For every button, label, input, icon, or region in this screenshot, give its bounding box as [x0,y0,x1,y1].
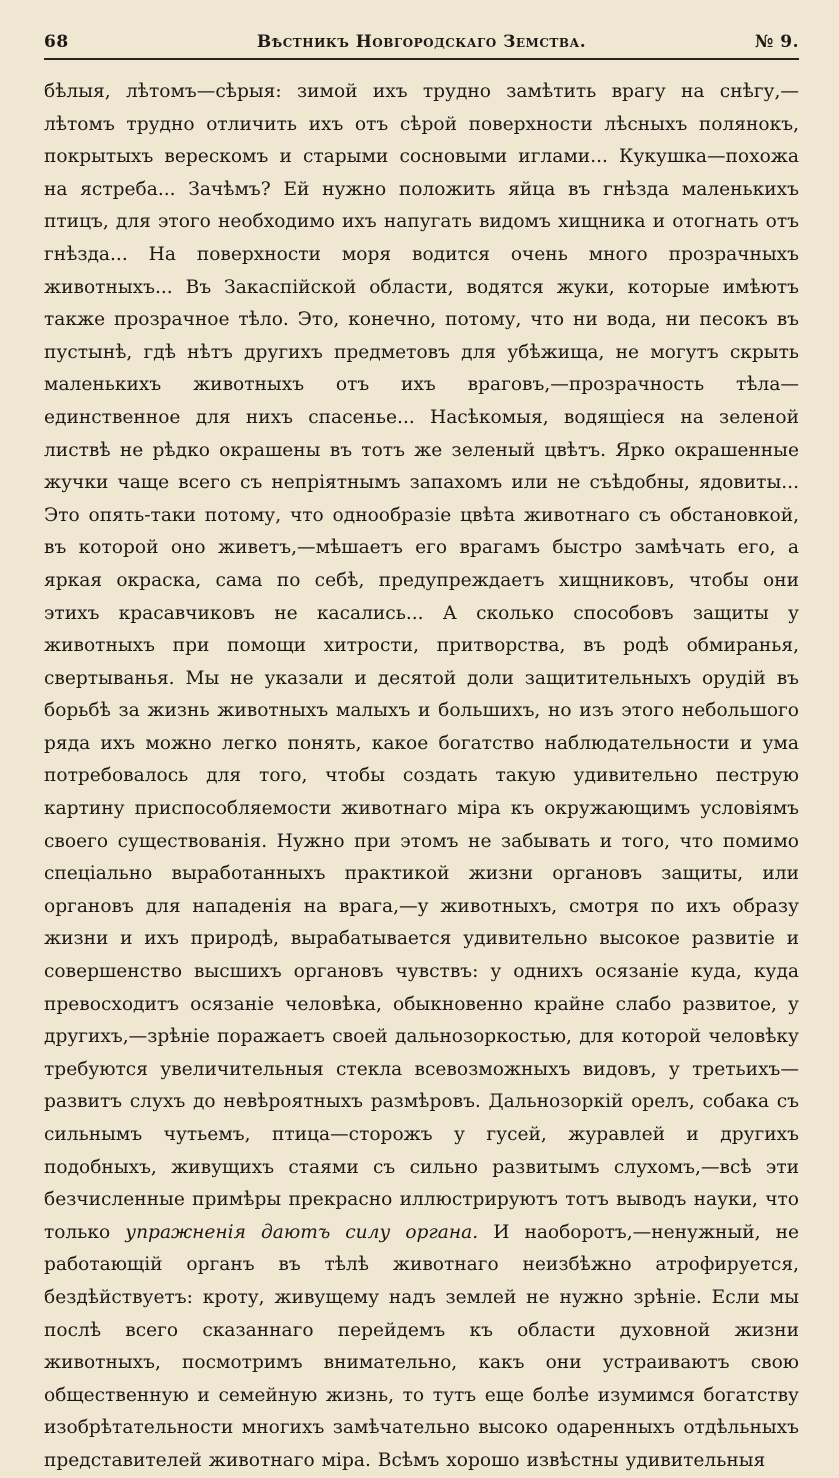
body-text-part-1: бѣлыя, лѣтомъ—сѣрыя: зимой ихъ трудно замѣтить врагу на снѣгу,—лѣтомъ трудно отличить ихъ отъ сѣрой поверхности лѣсныхъ полянокъ, покрытыхъ верескомъ и старыми сосновыми иглами... Кукушка—похожа на ястреба... Зачѣмъ? Ей нужно положить яйца въ гнѣзда маленькихъ птицъ, для этого необходимо ихъ напугать видомъ хищника и отогнать отъ гнѣзда... На поверхности моря водится очень много прозрачныхъ животныхъ... Въ Закаспійской области, водятся жуки, которые имѣютъ также прозрачное тѣло. Это, конечно, потому, что ни вода, ни песокъ въ пустынѣ, гдѣ нѣтъ другихъ предметовъ для убѣжища, не могутъ скрыть маленькихъ животныхъ отъ ихъ враговъ,—прозрачность тѣла—единственное для нихъ спасенье... Насѣкомыя, водящіеся на зеленой листвѣ не рѣдко окрашены въ тотъ же зеленый цвѣтъ. Ярко окрашенные жучки чаще всего съ непріятнымъ запахомъ или не съѣдобны, ядовиты... Это опять-таки потому, что однообразіе цвѣта животнаго съ обстановкой, въ которой оно живетъ,—мѣшаетъ его врагамъ быстро замѣчать его, а яркая окраска, сама по себѣ, предупреждаетъ хищниковъ, чтобы они этихъ красавчиковъ не касались... А сколько способовъ защиты у животныхъ при помощи хитрости, притворства, въ родѣ обмиранья, свертыванья. Мы не указали и десятой доли защитительныхъ орудій въ борьбѣ за жизнь животныхъ малыхъ и большихъ, но изъ этого небольшого ряда ихъ можно легко понять, какое богатство наблюдательности и ума потребовалось для того, чтобы создать такую удивительно пеструю картину приспособляемости животнаго міра къ окружающимъ условіямъ своего существованія. Нужно при этомъ не забывать и того, что помимо спеціально выработанныхъ практикой жизни органовъ защиты, или органовъ для нападенія на врага,—у животныхъ, смотря по ихъ образу жизни и ихъ природѣ, вырабатывается удивительно высокое развитіе и совершенство высшихъ органовъ чувствъ: у однихъ осязаніе куда, куда превосходитъ осязаніе человѣка, обыкновенно крайне слабо развитое, у другихъ,—зрѣніе поражаетъ своей дальнозоркостью, для которой человѣку требуются увеличительныя стекла всевозможныхъ видовъ, у третьихъ—развитъ слухъ до невѣроятныхъ размѣровъ. Дальнозоркій орелъ, собака съ сильнымъ чутьемъ, птица—сторожъ у гусей, журавлей и другихъ подобныхъ, живущихъ стаями съ сильно развитымъ слухомъ,—всѣ эти безчисленные примѣры прекрасно иллюстрируютъ тотъ выводъ науки, что только [44,81,799,1243]
running-header [44,28,799,60]
body-text-part-2: И наоборотъ,—ненужный, не работающій органъ въ тѣлѣ животнаго неизбѣжно атрофируется, бездѣйствуетъ: кроту, живущему надъ землей не нужно зрѣніе. Если мы послѣ всего сказаннаго перейдемъ къ области духовной жизни животныхъ, посмотримъ внимательно, какъ они устраиваютъ свою общественную и семейную жизнь, то тутъ еще болѣе изумимся богатству изобрѣтательности многихъ замѣчательно высоко одаренныхъ отдѣльныхъ представителей животнаго міра. Всѣмъ хорошо извѣстны удивительныя [44,1221,799,1471]
italic-emphasis: упражненія даютъ силу органа. [125,1221,479,1243]
page-number: 68 [44,32,69,52]
journal-title: Вѣстникъ Новгородскаго Земства. [256,32,587,52]
issue-number: № 9. [754,32,799,52]
body-paragraph [44,76,799,1478]
